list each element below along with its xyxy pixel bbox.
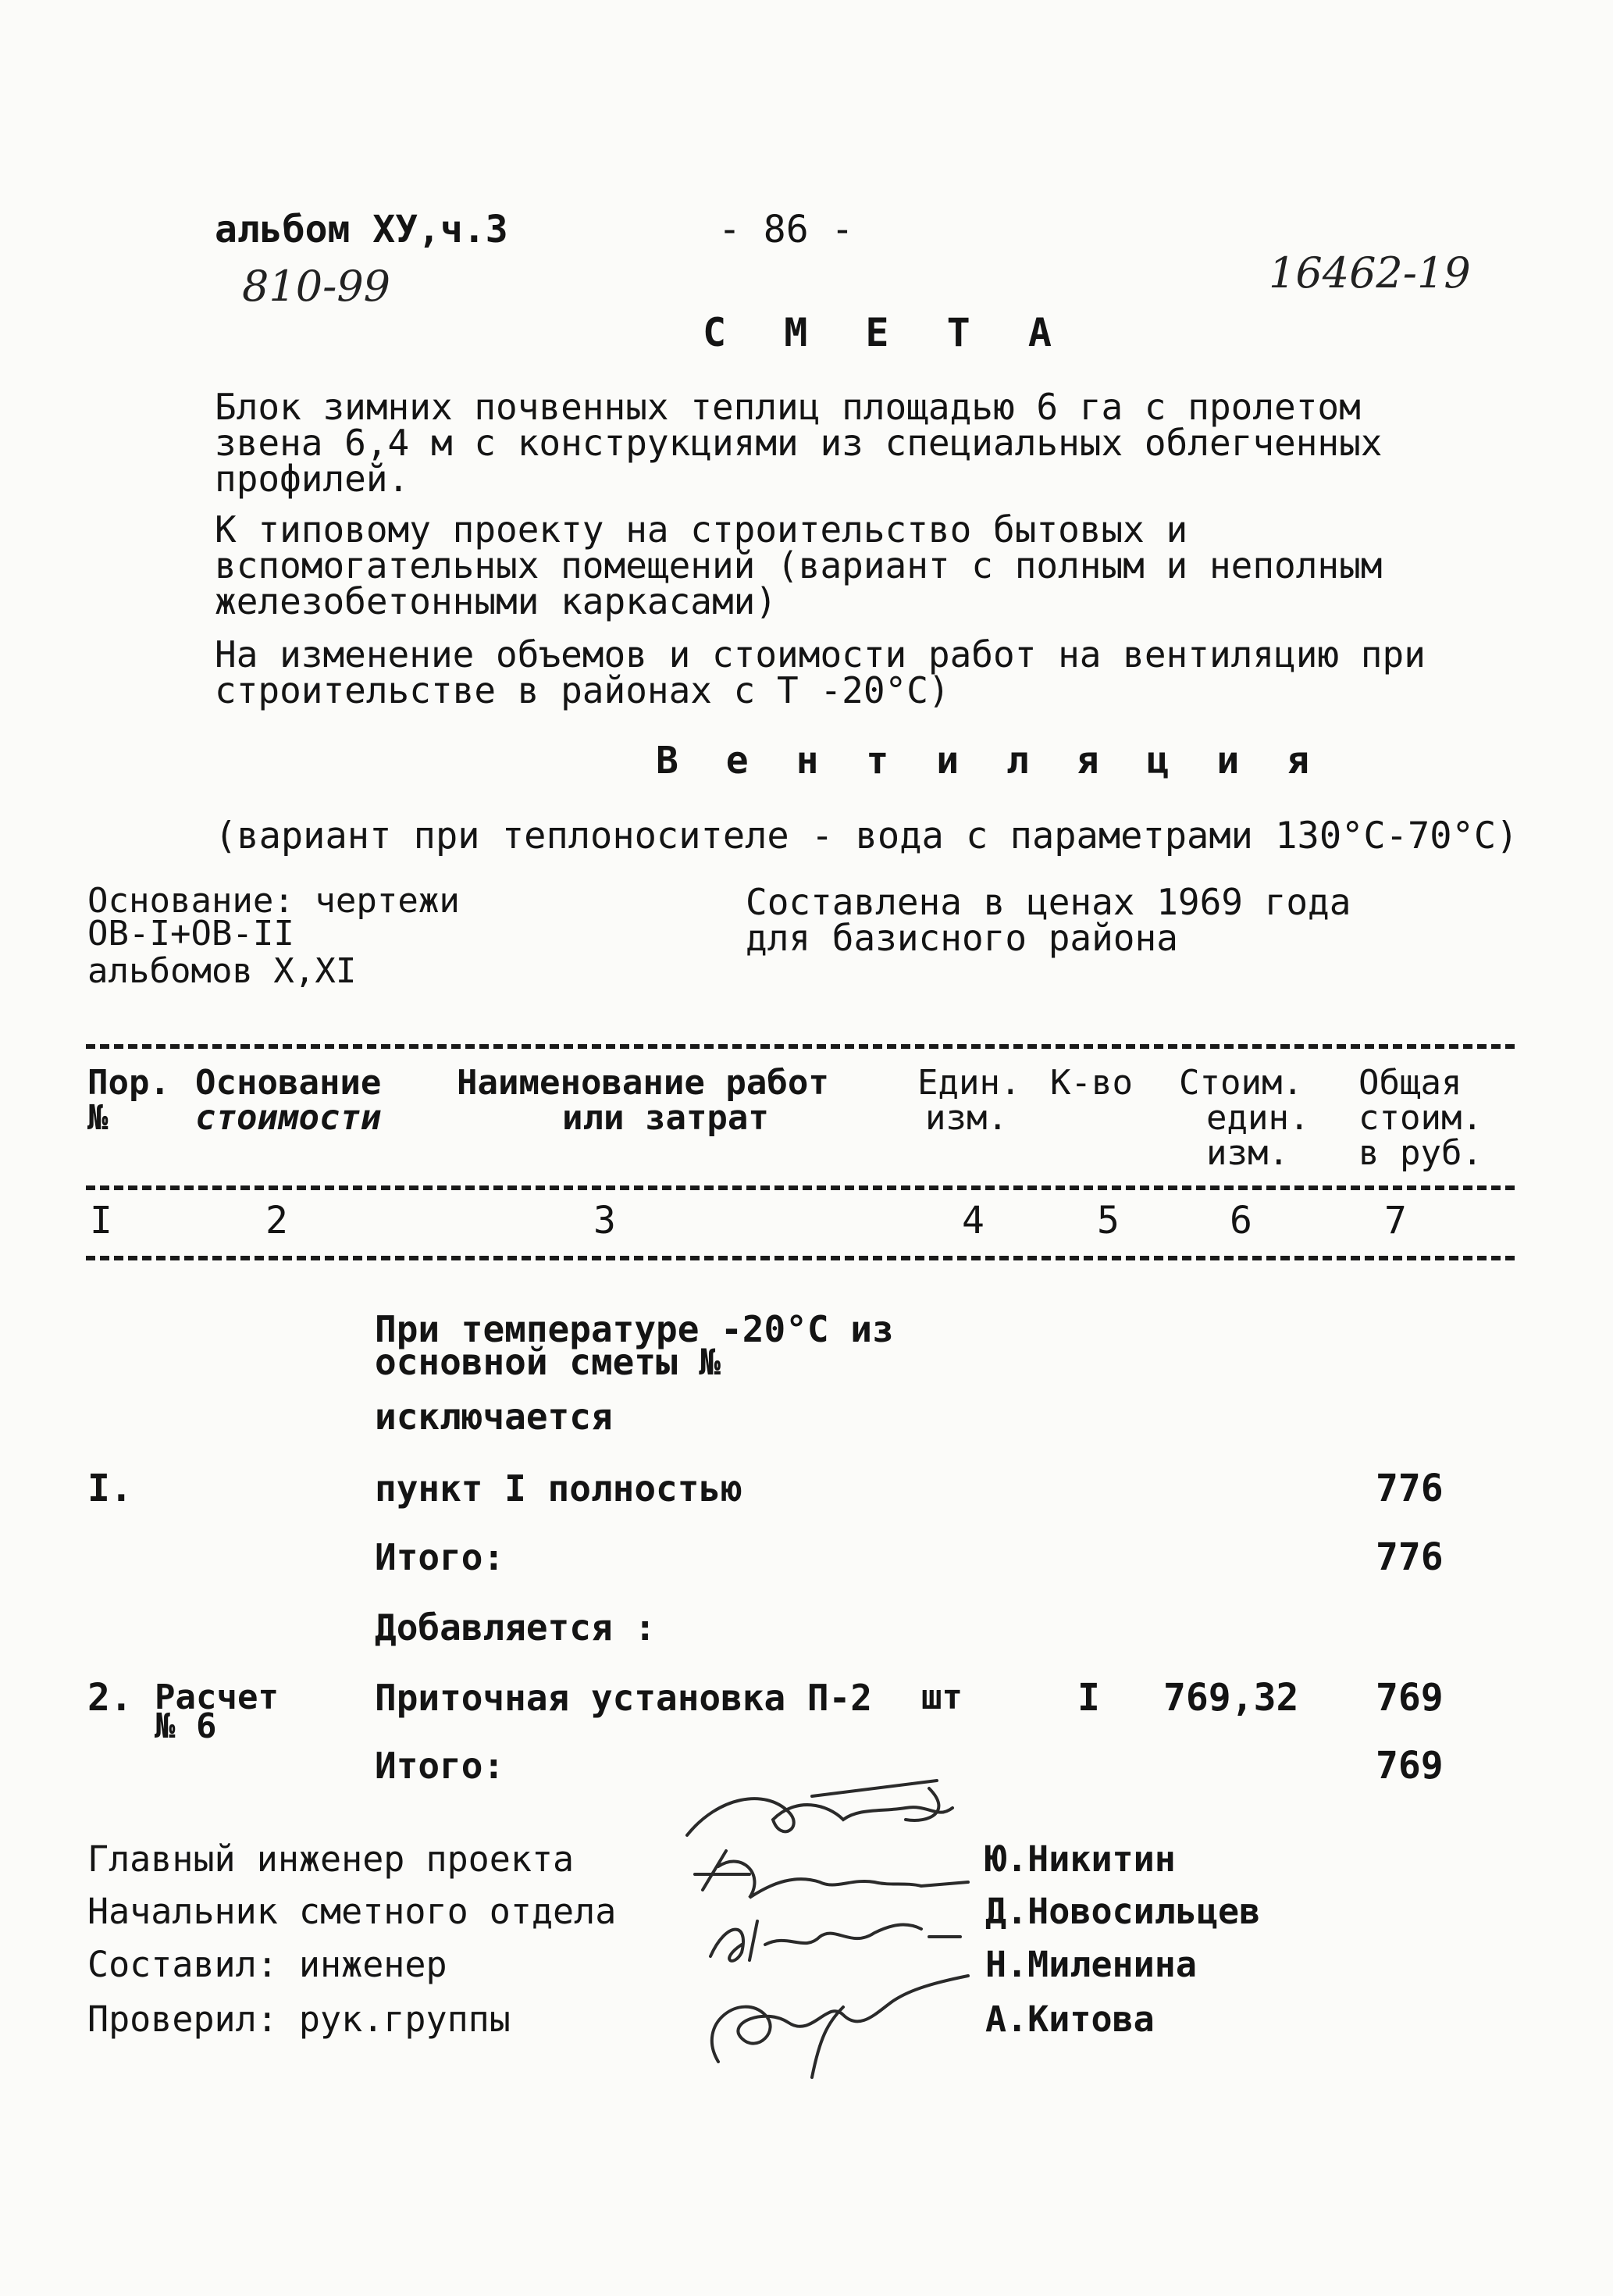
basis-line-3: альбомов Х,ХI <box>87 951 357 991</box>
header-col-7-line-1: Общая <box>1358 1063 1462 1103</box>
signatory-name-4: А.Китова <box>985 1998 1155 2040</box>
page-number: - 86 - <box>718 208 854 251</box>
column-number-5: 5 <box>1097 1199 1120 1242</box>
header-col-4-line-1: Един. <box>917 1063 1021 1103</box>
handwritten-code-left: 810-99 <box>242 262 391 311</box>
header-col-5-line-1: К-во <box>1050 1063 1133 1103</box>
price-basis-line-2: для базисного района <box>746 917 1178 959</box>
added-label: Добавляется : <box>375 1606 657 1649</box>
row-1-total: 776 <box>1376 1467 1444 1510</box>
header-col-4-line-2: изм. <box>925 1098 1008 1138</box>
header-col-7-line-3: в руб. <box>1358 1133 1483 1173</box>
subtotal-2-value: 769 <box>1376 1744 1444 1788</box>
signatory-name-3: Н.Миленина <box>985 1944 1197 1985</box>
header-col-6-line-2: един. <box>1206 1098 1310 1138</box>
column-number-6: 6 <box>1230 1199 1252 1242</box>
basis-line-2: ОВ-I+ОВ-II <box>87 914 294 954</box>
header-col-2-line-2: стоимости <box>195 1098 382 1138</box>
signatory-role-1: Главный инженер проекта <box>87 1838 575 1880</box>
body-intro-line-1: При температуре -20°С из <box>375 1308 894 1350</box>
basis-line-1: Основание: чертежи <box>87 881 460 921</box>
subtotal-1-label: Итого: <box>375 1536 505 1578</box>
document-title: С М Е Т А <box>703 310 1069 355</box>
header-col-6-line-3: изм. <box>1206 1133 1289 1173</box>
signatory-role-2: Начальник сметного отдела <box>87 1891 617 1932</box>
header-col-1-line-2: № <box>87 1098 109 1138</box>
table-rule-top <box>86 1044 1515 1049</box>
row-2-basis-line-1: Расчет <box>155 1677 279 1717</box>
body-intro-line-2: основной сметы № <box>375 1341 721 1383</box>
row-1-name: пункт I полностью <box>375 1467 742 1510</box>
row-2-total: 769 <box>1376 1676 1444 1720</box>
row-2-quantity: I <box>1077 1676 1100 1720</box>
row-2-unit-cost: 769,32 <box>1163 1676 1299 1720</box>
album-reference: альбом XУ,ч.3 <box>215 208 508 251</box>
excluded-label: исключается <box>375 1396 613 1438</box>
row-1-number: I. <box>87 1467 133 1510</box>
handwritten-code-right: 16462-19 <box>1269 248 1471 298</box>
header-col-3-line-1: Наименование работ <box>457 1063 829 1103</box>
signatory-role-4: Проверил: рук.группы <box>87 1998 511 2040</box>
column-number-3: 3 <box>593 1199 616 1242</box>
column-number-7: 7 <box>1384 1199 1407 1242</box>
signatory-name-1: Ю.Никитин <box>985 1838 1176 1880</box>
signatory-name-2: Д.Новосильцев <box>985 1891 1261 1932</box>
signatory-role-3: Составил: инженер <box>87 1944 447 1985</box>
signature-2 <box>695 1851 968 1898</box>
row-2-name: Приточная установка П-2 <box>375 1677 872 1719</box>
signature-1 <box>687 1781 952 1835</box>
subtotal-2-label: Итого: <box>375 1745 505 1787</box>
row-2-basis-line-2: № 6 <box>155 1706 217 1746</box>
intro-paragraph-1: Блок зимних почвенных теплиц площадью 6 га с пролетом звена 6,4 м с конструкциями из специальных облегченных профилей. <box>215 386 1383 500</box>
intro-paragraph-2: К типовому проекту на строительство бытовых и вспомогательных помещений (вариант с полным и неполным железобетонными каркасами) <box>215 508 1383 622</box>
price-basis-line-1: Составлена в ценах 1969 года <box>746 881 1351 923</box>
header-col-6-line-1: Стоим. <box>1179 1063 1303 1103</box>
header-col-3-line-2: или затрат <box>562 1098 769 1138</box>
table-rule-middle <box>86 1185 1515 1190</box>
header-col-2-line-1: Основание <box>195 1063 382 1103</box>
row-2-number: 2. <box>87 1676 133 1720</box>
row-2-unit: шт <box>921 1677 963 1717</box>
variant-note: (вариант при теплоносителе - вода с параметрами 130°С-70°С) <box>215 815 1519 857</box>
handwritten-signatures <box>671 1765 1046 2109</box>
column-number-1: I <box>90 1199 112 1242</box>
header-col-7-line-2: стоим. <box>1358 1098 1483 1138</box>
signature-4 <box>712 1976 968 2077</box>
column-number-4: 4 <box>962 1199 985 1242</box>
column-number-2: 2 <box>265 1199 288 1242</box>
subtotal-1-value: 776 <box>1376 1535 1444 1579</box>
table-rule-bottom <box>86 1256 1515 1260</box>
intro-paragraph-3: На изменение объемов и стоимости работ на вентиляцию при строительстве в районах с Т -20°С) <box>215 633 1426 711</box>
section-title: В е н т и л я ц и я <box>656 739 1323 783</box>
header-col-1-line-1: Пор. <box>87 1063 170 1103</box>
signature-3 <box>710 1921 960 1961</box>
